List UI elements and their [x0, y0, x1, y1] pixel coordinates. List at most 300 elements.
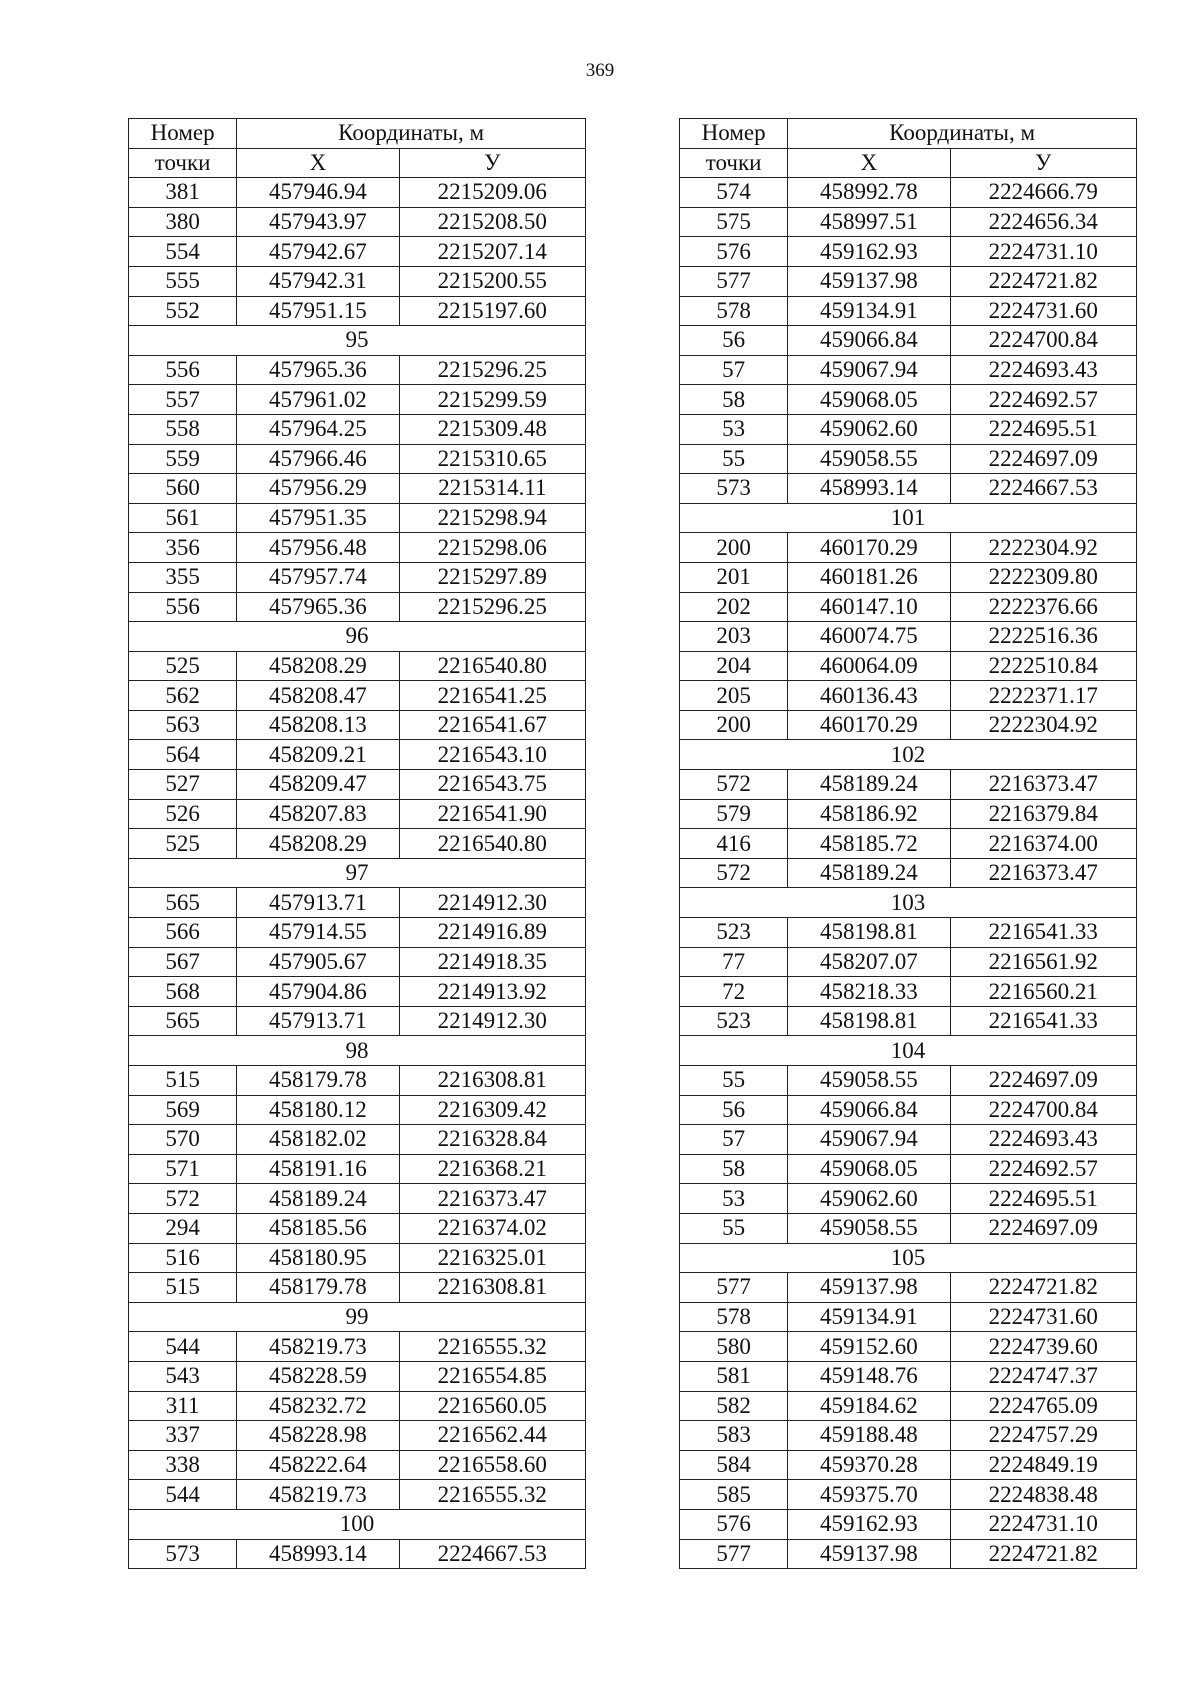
- point-number-cell: 544: [129, 1480, 237, 1510]
- x-coordinate-cell: 458198.81: [788, 918, 950, 948]
- y-coordinate-cell: 2216540.80: [399, 829, 585, 859]
- x-coordinate-cell: 458219.73: [237, 1332, 399, 1362]
- point-number-cell: 583: [680, 1421, 788, 1451]
- table-row: [680, 1509, 1137, 1539]
- table-row: [680, 1539, 1137, 1569]
- point-number-cell: 566: [129, 918, 237, 948]
- y-coordinate-cell: 2222371.17: [950, 681, 1136, 711]
- point-number-cell: 576: [680, 1509, 788, 1539]
- x-coordinate-cell: 457965.36: [237, 592, 399, 622]
- y-coordinate-cell: 2216561.92: [950, 947, 1136, 977]
- contour-number: 105: [680, 1243, 1137, 1273]
- y-coordinate-cell: 2216373.47: [950, 770, 1136, 800]
- x-coordinate-cell: 457946.94: [237, 178, 399, 208]
- x-coordinate-cell: 459058.55: [788, 444, 950, 474]
- point-number-cell: 294: [129, 1213, 237, 1243]
- coordinates-table-left: [128, 118, 586, 1569]
- header-point-number-line1: Номер: [129, 119, 237, 149]
- contour-number-row: [129, 1302, 586, 1332]
- table-row: [680, 533, 1137, 563]
- x-coordinate-cell: 460074.75: [788, 622, 950, 652]
- y-coordinate-cell: 2216555.32: [399, 1332, 585, 1362]
- point-number-cell: 416: [680, 829, 788, 859]
- y-coordinate-cell: 2215314.11: [399, 474, 585, 504]
- table-row: [129, 1006, 586, 1036]
- point-number-cell: 55: [680, 1066, 788, 1096]
- x-coordinate-cell: 458180.12: [237, 1095, 399, 1125]
- x-coordinate-cell: 457966.46: [237, 444, 399, 474]
- x-coordinate-cell: 458186.92: [788, 799, 950, 829]
- y-coordinate-cell: 2216541.25: [399, 681, 585, 711]
- table-row: [129, 266, 586, 296]
- x-coordinate-cell: 459068.05: [788, 385, 950, 415]
- x-coordinate-cell: 459066.84: [788, 326, 950, 356]
- contour-number: 97: [129, 858, 586, 888]
- contour-number: 100: [129, 1509, 586, 1539]
- point-number-cell: 572: [680, 858, 788, 888]
- x-coordinate-cell: 459162.93: [788, 237, 950, 267]
- point-number-cell: 200: [680, 710, 788, 740]
- y-coordinate-cell: 2224667.53: [399, 1539, 585, 1569]
- y-coordinate-cell: 2216325.01: [399, 1243, 585, 1273]
- y-coordinate-cell: 2224700.84: [950, 1095, 1136, 1125]
- point-number-cell: 581: [680, 1361, 788, 1391]
- table-row: [129, 1480, 586, 1510]
- y-coordinate-cell: 2224700.84: [950, 326, 1136, 356]
- y-coordinate-cell: 2216541.33: [950, 918, 1136, 948]
- header-point-number-line1: Номер: [680, 119, 788, 149]
- y-coordinate-cell: 2222516.36: [950, 622, 1136, 652]
- table-row: [680, 651, 1137, 681]
- table-row: [680, 178, 1137, 208]
- table-row: [129, 414, 586, 444]
- table-row: [680, 1273, 1137, 1303]
- table-row: [680, 1480, 1137, 1510]
- x-coordinate-cell: 457914.55: [237, 918, 399, 948]
- table-row: [129, 1421, 586, 1451]
- table-row: [680, 237, 1137, 267]
- contour-number-row: [129, 622, 586, 652]
- point-number-cell: 515: [129, 1273, 237, 1303]
- contour-number-row: [680, 1243, 1137, 1273]
- x-coordinate-cell: 460147.10: [788, 592, 950, 622]
- y-coordinate-cell: 2224692.57: [950, 1154, 1136, 1184]
- x-coordinate-cell: 460181.26: [788, 562, 950, 592]
- table-row: [680, 355, 1137, 385]
- y-coordinate-cell: 2224721.82: [950, 1273, 1136, 1303]
- header-y: У: [399, 148, 585, 178]
- point-number-cell: 557: [129, 385, 237, 415]
- y-coordinate-cell: 2216373.47: [399, 1184, 585, 1214]
- table-row: [129, 1066, 586, 1096]
- y-coordinate-cell: 2216368.21: [399, 1154, 585, 1184]
- x-coordinate-cell: 457956.29: [237, 474, 399, 504]
- point-number-cell: 555: [129, 266, 237, 296]
- point-number-cell: 381: [129, 178, 237, 208]
- y-coordinate-cell: 2216555.32: [399, 1480, 585, 1510]
- x-coordinate-cell: 459375.70: [788, 1480, 950, 1510]
- y-coordinate-cell: 2216379.84: [950, 799, 1136, 829]
- table-row: [129, 1273, 586, 1303]
- header-point-number-line2: точки: [129, 148, 237, 178]
- contour-number-row: [129, 858, 586, 888]
- x-coordinate-cell: 458993.14: [237, 1539, 399, 1569]
- x-coordinate-cell: 459148.76: [788, 1361, 950, 1391]
- y-coordinate-cell: 2216374.02: [399, 1213, 585, 1243]
- y-coordinate-cell: 2224695.51: [950, 1184, 1136, 1214]
- point-number-cell: 563: [129, 710, 237, 740]
- y-coordinate-cell: 2215299.59: [399, 385, 585, 415]
- table-row: [129, 770, 586, 800]
- y-coordinate-cell: 2222309.80: [950, 562, 1136, 592]
- x-coordinate-cell: 457964.25: [237, 414, 399, 444]
- y-coordinate-cell: 2224697.09: [950, 1066, 1136, 1096]
- y-coordinate-cell: 2216562.44: [399, 1421, 585, 1451]
- point-number-cell: 58: [680, 385, 788, 415]
- point-number-cell: 526: [129, 799, 237, 829]
- y-coordinate-cell: 2224757.29: [950, 1421, 1136, 1451]
- x-coordinate-cell: 457913.71: [237, 1006, 399, 1036]
- x-coordinate-cell: 458207.83: [237, 799, 399, 829]
- table-row: [129, 178, 586, 208]
- table-row: [680, 1361, 1137, 1391]
- point-number-cell: 558: [129, 414, 237, 444]
- point-number-cell: 562: [129, 681, 237, 711]
- table-row: [129, 1095, 586, 1125]
- table-row: [680, 681, 1137, 711]
- y-coordinate-cell: 2216374.00: [950, 829, 1136, 859]
- point-number-cell: 585: [680, 1480, 788, 1510]
- table-row: [680, 474, 1137, 504]
- contour-number-row: [129, 1036, 586, 1066]
- y-coordinate-cell: 2216543.10: [399, 740, 585, 770]
- x-coordinate-cell: 458209.21: [237, 740, 399, 770]
- x-coordinate-cell: 457904.86: [237, 977, 399, 1007]
- y-coordinate-cell: 2214916.89: [399, 918, 585, 948]
- point-number-cell: 571: [129, 1154, 237, 1184]
- coordinates-table-right: [679, 118, 1137, 1569]
- point-number-cell: 578: [680, 1302, 788, 1332]
- point-number-cell: 570: [129, 1125, 237, 1155]
- x-coordinate-cell: 459134.91: [788, 296, 950, 326]
- x-coordinate-cell: 459058.55: [788, 1213, 950, 1243]
- table-row: [680, 947, 1137, 977]
- y-coordinate-cell: 2216543.75: [399, 770, 585, 800]
- x-coordinate-cell: 460170.29: [788, 710, 950, 740]
- table-row: [129, 651, 586, 681]
- point-number-cell: 337: [129, 1421, 237, 1451]
- y-coordinate-cell: 2216558.60: [399, 1450, 585, 1480]
- point-number-cell: 572: [129, 1184, 237, 1214]
- point-number-cell: 53: [680, 1184, 788, 1214]
- contour-number: 95: [129, 326, 586, 356]
- point-number-cell: 579: [680, 799, 788, 829]
- x-coordinate-cell: 457951.35: [237, 503, 399, 533]
- contour-number: 101: [680, 503, 1137, 533]
- point-number-cell: 56: [680, 1095, 788, 1125]
- table-row: [129, 296, 586, 326]
- point-number-cell: 77: [680, 947, 788, 977]
- x-coordinate-cell: 458208.47: [237, 681, 399, 711]
- y-coordinate-cell: 2216541.33: [950, 1006, 1136, 1036]
- y-coordinate-cell: 2216309.42: [399, 1095, 585, 1125]
- y-coordinate-cell: 2216541.90: [399, 799, 585, 829]
- y-coordinate-cell: 2215296.25: [399, 355, 585, 385]
- table-row: [129, 207, 586, 237]
- x-coordinate-cell: 458182.02: [237, 1125, 399, 1155]
- table-row: [680, 622, 1137, 652]
- point-number-cell: 200: [680, 533, 788, 563]
- table-row: [680, 266, 1137, 296]
- table-body-right: [680, 178, 1137, 1569]
- table-row: [680, 977, 1137, 1007]
- x-coordinate-cell: 459062.60: [788, 1184, 950, 1214]
- header-point-number-line2: точки: [680, 148, 788, 178]
- y-coordinate-cell: 2222304.92: [950, 533, 1136, 563]
- x-coordinate-cell: 460170.29: [788, 533, 950, 563]
- x-coordinate-cell: 458185.72: [788, 829, 950, 859]
- point-number-cell: 58: [680, 1154, 788, 1184]
- y-coordinate-cell: 2224697.09: [950, 444, 1136, 474]
- y-coordinate-cell: 2222376.66: [950, 592, 1136, 622]
- point-number-cell: 560: [129, 474, 237, 504]
- table-row: [680, 1332, 1137, 1362]
- y-coordinate-cell: 2224695.51: [950, 414, 1136, 444]
- point-number-cell: 569: [129, 1095, 237, 1125]
- table-row: [129, 888, 586, 918]
- point-number-cell: 53: [680, 414, 788, 444]
- x-coordinate-cell: 459137.98: [788, 266, 950, 296]
- point-number-cell: 525: [129, 651, 237, 681]
- table-row: [680, 1095, 1137, 1125]
- point-number-cell: 577: [680, 1539, 788, 1569]
- page-number: 369: [585, 60, 615, 81]
- x-coordinate-cell: 458219.73: [237, 1480, 399, 1510]
- point-number-cell: 567: [129, 947, 237, 977]
- y-coordinate-cell: 2224731.10: [950, 237, 1136, 267]
- y-coordinate-cell: 2216560.21: [950, 977, 1136, 1007]
- table-row: [129, 1125, 586, 1155]
- table-row: [680, 770, 1137, 800]
- x-coordinate-cell: 459137.98: [788, 1273, 950, 1303]
- y-coordinate-cell: 2224747.37: [950, 1361, 1136, 1391]
- point-number-cell: 576: [680, 237, 788, 267]
- y-coordinate-cell: 2224731.60: [950, 296, 1136, 326]
- point-number-cell: 584: [680, 1450, 788, 1480]
- table-row: [129, 1361, 586, 1391]
- table-row: [129, 1184, 586, 1214]
- table-row: [129, 592, 586, 622]
- y-coordinate-cell: 2216308.81: [399, 1066, 585, 1096]
- y-coordinate-cell: 2215310.65: [399, 444, 585, 474]
- point-number-cell: 556: [129, 592, 237, 622]
- point-number-cell: 203: [680, 622, 788, 652]
- point-number-cell: 527: [129, 770, 237, 800]
- x-coordinate-cell: 458208.13: [237, 710, 399, 740]
- x-coordinate-cell: 457956.48: [237, 533, 399, 563]
- x-coordinate-cell: 458228.59: [237, 1361, 399, 1391]
- y-coordinate-cell: 2214912.30: [399, 1006, 585, 1036]
- contour-number-row: [129, 326, 586, 356]
- contour-number-row: [680, 740, 1137, 770]
- table-row: [129, 1154, 586, 1184]
- y-coordinate-cell: 2215309.48: [399, 414, 585, 444]
- x-coordinate-cell: 457913.71: [237, 888, 399, 918]
- table-row: [129, 355, 586, 385]
- y-coordinate-cell: 2224731.10: [950, 1509, 1136, 1539]
- point-number-cell: 543: [129, 1361, 237, 1391]
- point-number-cell: 573: [680, 474, 788, 504]
- table-row: [680, 562, 1137, 592]
- y-coordinate-cell: 2216373.47: [950, 858, 1136, 888]
- table-row: [129, 237, 586, 267]
- point-number-cell: 577: [680, 1273, 788, 1303]
- y-coordinate-cell: 2224693.43: [950, 1125, 1136, 1155]
- point-number-cell: 204: [680, 651, 788, 681]
- contour-number: 103: [680, 888, 1137, 918]
- x-coordinate-cell: 458209.47: [237, 770, 399, 800]
- y-coordinate-cell: 2216541.67: [399, 710, 585, 740]
- x-coordinate-cell: 458207.07: [788, 947, 950, 977]
- table-row: [129, 1539, 586, 1569]
- header-coordinates: Координаты, м: [788, 119, 1137, 149]
- x-coordinate-cell: 458232.72: [237, 1391, 399, 1421]
- table-row: [680, 414, 1137, 444]
- point-number-cell: 580: [680, 1332, 788, 1362]
- table-row: [680, 1450, 1137, 1480]
- point-number-cell: 201: [680, 562, 788, 592]
- x-coordinate-cell: 459134.91: [788, 1302, 950, 1332]
- y-coordinate-cell: 2215297.89: [399, 562, 585, 592]
- y-coordinate-cell: 2215296.25: [399, 592, 585, 622]
- x-coordinate-cell: 458189.24: [788, 858, 950, 888]
- header-y: У: [950, 148, 1136, 178]
- x-coordinate-cell: 460136.43: [788, 681, 950, 711]
- table-row: [129, 385, 586, 415]
- x-coordinate-cell: 459062.60: [788, 414, 950, 444]
- x-coordinate-cell: 458179.78: [237, 1066, 399, 1096]
- point-number-cell: 57: [680, 355, 788, 385]
- contour-number: 102: [680, 740, 1137, 770]
- x-coordinate-cell: 457905.67: [237, 947, 399, 977]
- point-number-cell: 355: [129, 562, 237, 592]
- table-row: [680, 829, 1137, 859]
- contour-number: 104: [680, 1036, 1137, 1066]
- x-coordinate-cell: 457951.15: [237, 296, 399, 326]
- table-row: [680, 918, 1137, 948]
- table-row: [680, 1421, 1137, 1451]
- y-coordinate-cell: 2224721.82: [950, 1539, 1136, 1569]
- x-coordinate-cell: 458992.78: [788, 178, 950, 208]
- y-coordinate-cell: 2224849.19: [950, 1450, 1136, 1480]
- table-row: [680, 1213, 1137, 1243]
- point-number-cell: 205: [680, 681, 788, 711]
- table-row: [129, 1243, 586, 1273]
- point-number-cell: 578: [680, 296, 788, 326]
- y-coordinate-cell: 2214918.35: [399, 947, 585, 977]
- contour-number: 98: [129, 1036, 586, 1066]
- x-coordinate-cell: 459188.48: [788, 1421, 950, 1451]
- contour-number: 96: [129, 622, 586, 652]
- y-coordinate-cell: 2215208.50: [399, 207, 585, 237]
- y-coordinate-cell: 2224739.60: [950, 1332, 1136, 1362]
- y-coordinate-cell: 2224721.82: [950, 266, 1136, 296]
- table-row: [129, 740, 586, 770]
- point-number-cell: 572: [680, 770, 788, 800]
- point-number-cell: 559: [129, 444, 237, 474]
- table-row: [680, 1125, 1137, 1155]
- point-number-cell: 574: [680, 178, 788, 208]
- y-coordinate-cell: 2215200.55: [399, 266, 585, 296]
- table-row: [680, 592, 1137, 622]
- point-number-cell: 356: [129, 533, 237, 563]
- table-row: [680, 1302, 1137, 1332]
- x-coordinate-cell: 459068.05: [788, 1154, 950, 1184]
- x-coordinate-cell: 458228.98: [237, 1421, 399, 1451]
- table-row: [129, 444, 586, 474]
- point-number-cell: 55: [680, 1213, 788, 1243]
- table-row: [129, 799, 586, 829]
- point-number-cell: 544: [129, 1332, 237, 1362]
- table-row: [129, 1391, 586, 1421]
- point-number-cell: 564: [129, 740, 237, 770]
- y-coordinate-cell: 2215207.14: [399, 237, 585, 267]
- table-row: [129, 533, 586, 563]
- point-number-cell: 515: [129, 1066, 237, 1096]
- x-coordinate-cell: 459067.94: [788, 1125, 950, 1155]
- x-coordinate-cell: 460064.09: [788, 651, 950, 681]
- x-coordinate-cell: 458180.95: [237, 1243, 399, 1273]
- x-coordinate-cell: 458185.56: [237, 1213, 399, 1243]
- point-number-cell: 573: [129, 1539, 237, 1569]
- contour-number-row: [129, 1509, 586, 1539]
- table-row: [680, 1066, 1137, 1096]
- point-number-cell: 523: [680, 918, 788, 948]
- y-coordinate-cell: 2214913.92: [399, 977, 585, 1007]
- table-row: [680, 207, 1137, 237]
- x-coordinate-cell: 458189.24: [237, 1184, 399, 1214]
- point-number-cell: 565: [129, 1006, 237, 1036]
- x-coordinate-cell: 459066.84: [788, 1095, 950, 1125]
- table-row: [680, 296, 1137, 326]
- table-row: [680, 858, 1137, 888]
- table-body-left: [129, 178, 586, 1569]
- contour-number-row: [680, 1036, 1137, 1066]
- point-number-cell: 523: [680, 1006, 788, 1036]
- point-number-cell: 554: [129, 237, 237, 267]
- point-number-cell: 577: [680, 266, 788, 296]
- header-x: X: [237, 148, 399, 178]
- point-number-cell: 575: [680, 207, 788, 237]
- point-number-cell: 552: [129, 296, 237, 326]
- point-number-cell: 57: [680, 1125, 788, 1155]
- table-row: [129, 710, 586, 740]
- table-row: [129, 681, 586, 711]
- x-coordinate-cell: 458993.14: [788, 474, 950, 504]
- y-coordinate-cell: 2216554.85: [399, 1361, 585, 1391]
- point-number-cell: 311: [129, 1391, 237, 1421]
- x-coordinate-cell: 458218.33: [788, 977, 950, 1007]
- x-coordinate-cell: 458198.81: [788, 1006, 950, 1036]
- table-row: [680, 385, 1137, 415]
- table-row: [129, 503, 586, 533]
- y-coordinate-cell: 2215209.06: [399, 178, 585, 208]
- x-coordinate-cell: 459067.94: [788, 355, 950, 385]
- point-number-cell: 582: [680, 1391, 788, 1421]
- x-coordinate-cell: 459058.55: [788, 1066, 950, 1096]
- y-coordinate-cell: 2214912.30: [399, 888, 585, 918]
- table-row: [680, 326, 1137, 356]
